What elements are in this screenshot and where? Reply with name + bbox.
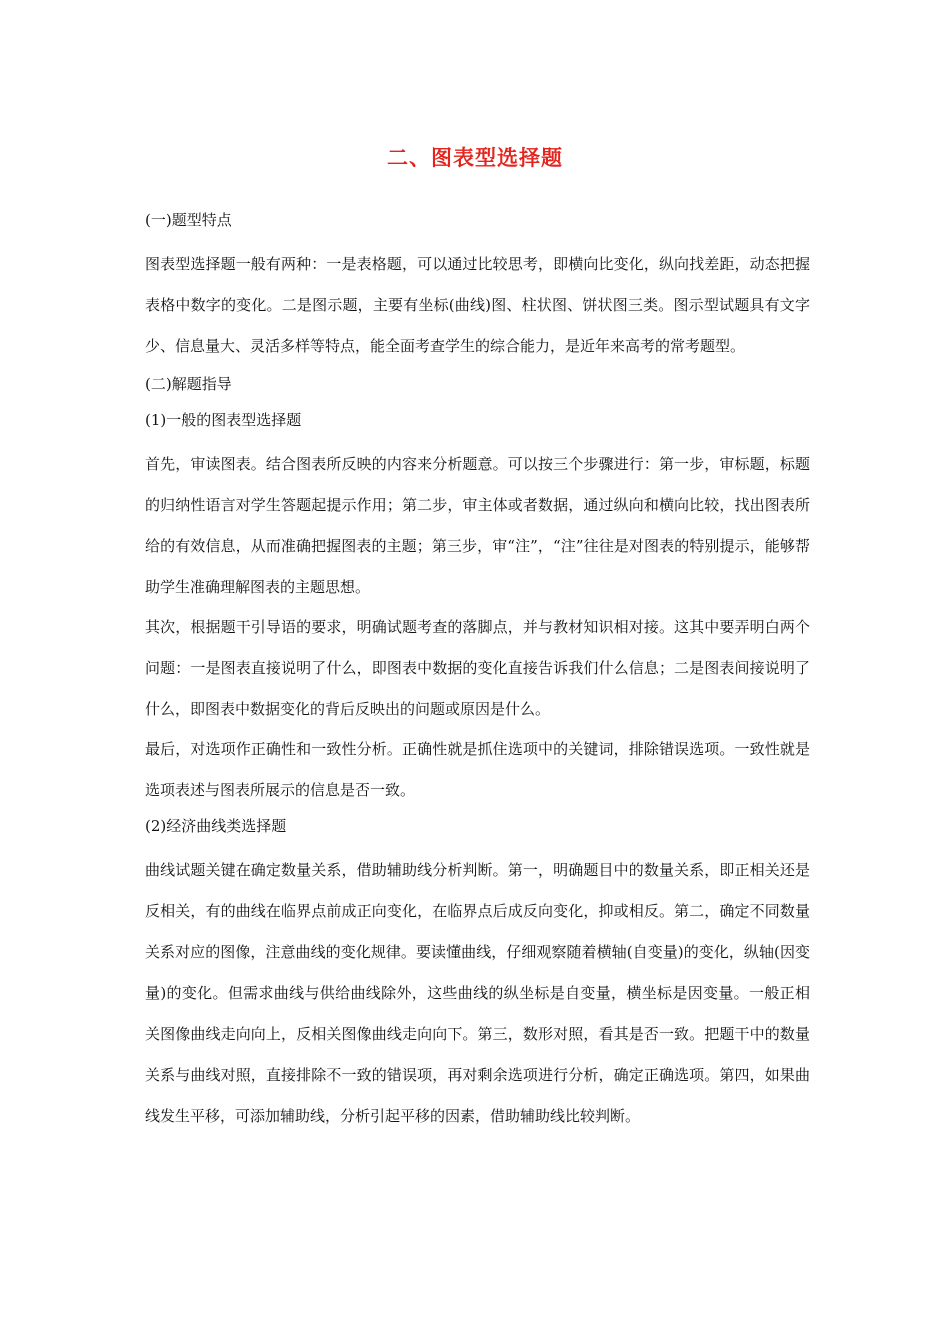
subheading-economic-curve: (2)经济曲线类选择题 xyxy=(145,817,287,835)
page-title: 二、图表型选择题 xyxy=(387,146,563,170)
paragraph-curve: 曲线试题关键在确定数量关系，借助辅助线分析判断。第一，明确题目中的数量关系，即正相关还是反相关，有的曲线在临界点前成正向变化，在临界点后成反向变化，抑或相反。第二，确定不同数量关系对应的图像，注意曲线的变化规律。要读懂曲线，仔细观察随着横轴(自变量)的变化，纵轴(因变量)的变化。但需求曲线与供给曲线除外，这些曲线的纵坐标是自变量，横坐标是因变量。一般正相关图像曲线走向向上，反相关图像曲线走向向下。第三，数形对照，看其是否一致。把题干中的数量关系与曲线对照，直接排除不一致的错误项，再对剩余选项进行分析，确定正确选项。第四，如果曲线发生平移，可添加辅助线，分析引起平移的因素，借助辅助线比较判断。 xyxy=(145,861,810,1125)
paragraph-features: 图表型选择题一般有两种：一是表格题，可以通过比较思考，即横向比变化，纵向找差距，动态把握表格中数字的变化。二是图示题，主要有坐标(曲线)图、柱状图、饼状图三类。图示型试题具有文字少、信息量大、灵活多样等特点，能全面考查学生的综合能力，是近年来高考的常考题型。 xyxy=(145,255,810,355)
section-heading-features: (一)题型特点 xyxy=(145,211,232,229)
section-heading-guidance: (二)解题指导 xyxy=(145,375,232,393)
document-body xyxy=(145,208,810,1136)
paragraph-last: 最后，对选项作正确性和一致性分析。正确性就是抓住选项中的关键词，排除错误选项。一致性就是选项表述与图表所展示的信息是否一致。 xyxy=(145,740,810,799)
paragraph-second: 其次，根据题干引导语的要求，明确试题考查的落脚点，并与教材知识相对接。这其中要弄明白两个问题：一是图表直接说明了什么，即图表中数据的变化直接告诉我们什么信息；二是图表间接说明了什么，即图表中数据变化的背后反映出的问题或原因是什么。 xyxy=(145,618,810,718)
subheading-general-chart: (1)一般的图表型选择题 xyxy=(145,411,302,429)
paragraph-first: 首先，审读图表。结合图表所反映的内容来分析题意。可以按三个步骤进行：第一步，审标题，标题的归纳性语言对学生答题起提示作用；第二步，审主体或者数据，通过纵向和横向比较，找出图表所给的有效信息，从而准确把握图表的主题；第三步，审“注”，“注”往往是对图表的特别提示，能够帮助学生准确理解图表的主题思想。 xyxy=(145,455,810,596)
